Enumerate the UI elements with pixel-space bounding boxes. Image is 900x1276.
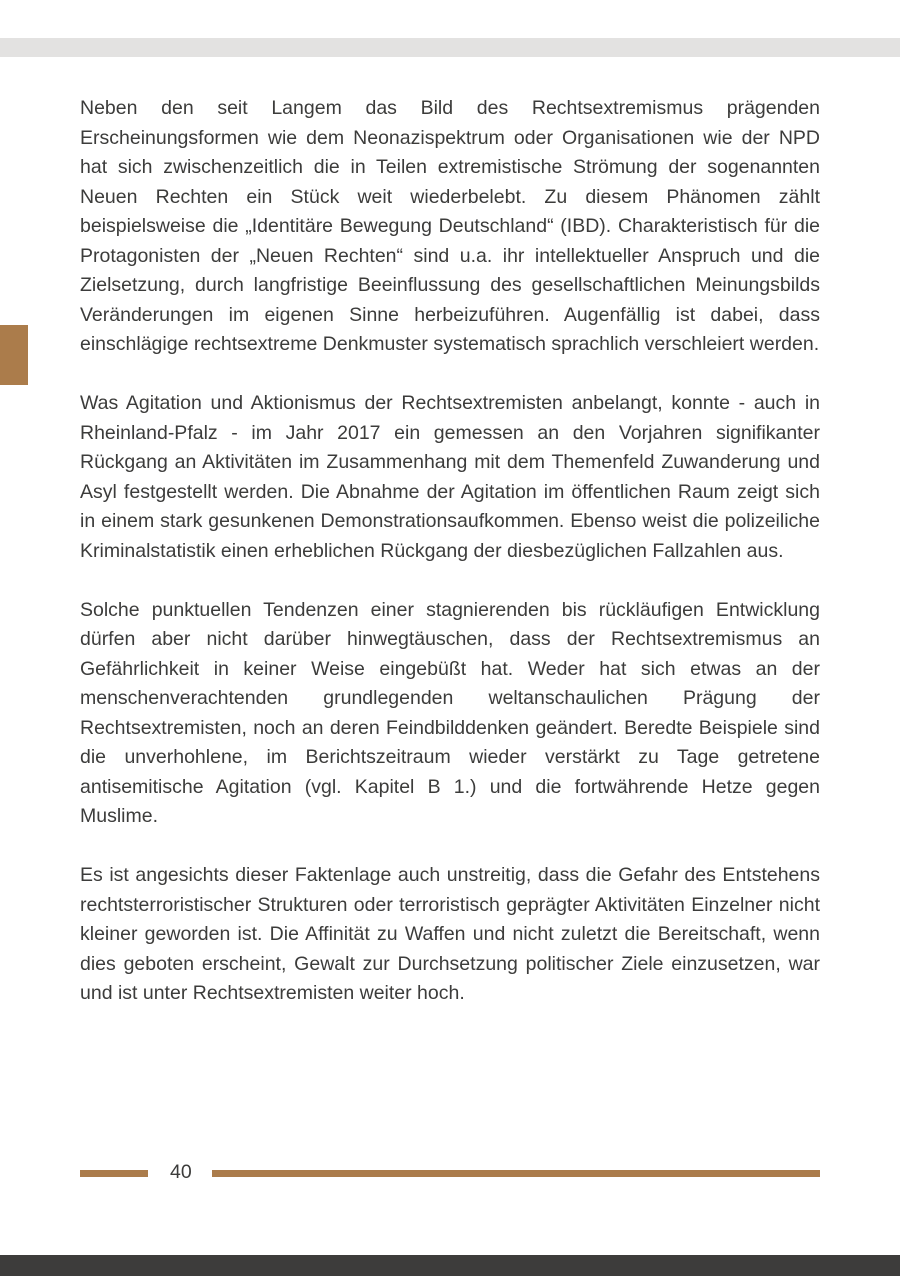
header-divider-bar [0, 38, 900, 57]
paragraph-3: Solche punktuellen Tendenzen einer stagnierenden bis rückläufigen Entwicklung dürfen aber nicht darüber hinwegtäuschen, dass der Rechtsextremismus an Gefährlichkeit in keiner Weise eingebüßt hat. Weder hat sich etwas an der menschenverachtenden grundlegenden weltanschaulichen Prägung der Rechtsextremisten, noch an deren Feindbilddenken geändert. Beredte Beispiele sind die unverhohlene, im Berichtszeitraum wieder verstärkt zu Tage getretene antisemitische Agitation (vgl. Kapitel B 1.) und die fortwährende Hetze gegen Muslime. [80, 598, 820, 827]
paragraph-1: Neben den seit Langem das Bild des Rechtsextremismus prägenden Erscheinungsformen wie dem Neonazispektrum oder Organisationen wie der NPD hat sich zwischenzeitlich die in Teilen extremistische Strömung der sogenannten Neuen Rechten ein Stück weit wiederbelebt. Zu diesem Phänomen zählt beispielsweise die „Identitäre Bewegung Deutschland“ (IBD). Charakteristisch für die Protagonisten der „Neuen Rechten“ sind u.a. ihr intellektueller Anspruch und die Zielsetzung, durch langfristige Beeinflussung des gesellschaftlichen Meinungsbilds Veränderungen im eigenen Sinne herbeizuführen. Augenfällig ist dabei, dass einschlägige rechtsextreme Denkmuster systematisch sprachlich verschleiert werden. [80, 97, 820, 355]
page-content [80, 94, 820, 1038]
footer-rule-left [80, 1170, 148, 1177]
chapter-side-marker [0, 325, 28, 385]
paragraph-4: Es ist angesichts dieser Faktenlage auch unstreitig, dass die Gefahr des Entstehens rechtsterroristischer Strukturen oder terroristisch geprägter Aktivitäten Einzelner nicht kleiner geworden ist. Die Affinität zu Waffen und nicht zuletzt die Bereitschaft, wenn dies geboten erscheint, Gewalt zur Durchsetzung politischer Ziele einzusetzen, war und ist unter Rechtsextremisten weiter hoch. [80, 864, 820, 1004]
page-number: 40 [170, 1161, 192, 1184]
footer-rule-right [212, 1170, 820, 1177]
page-footer [80, 1160, 820, 1186]
bottom-bar [0, 1255, 900, 1276]
paragraph-2: Was Agitation und Aktionismus der Rechtsextremisten anbelangt, konnte - auch in Rheinland-Pfalz - im Jahr 2017 ein gemessen an den Vorjahren signifikanter Rückgang an Aktivitäten im Zusammenhang mit dem Themenfeld Zuwanderung und Asyl festgestellt werden. Die Abnahme der Agitation im öffentlichen Raum zeigt sich in einem stark gesunkenen Demonstrationsaufkommen. Ebenso weist die polizeiliche Kriminalstatistik einen erheblichen Rückgang der diesbezüglichen Fallzahlen aus. [80, 392, 820, 562]
